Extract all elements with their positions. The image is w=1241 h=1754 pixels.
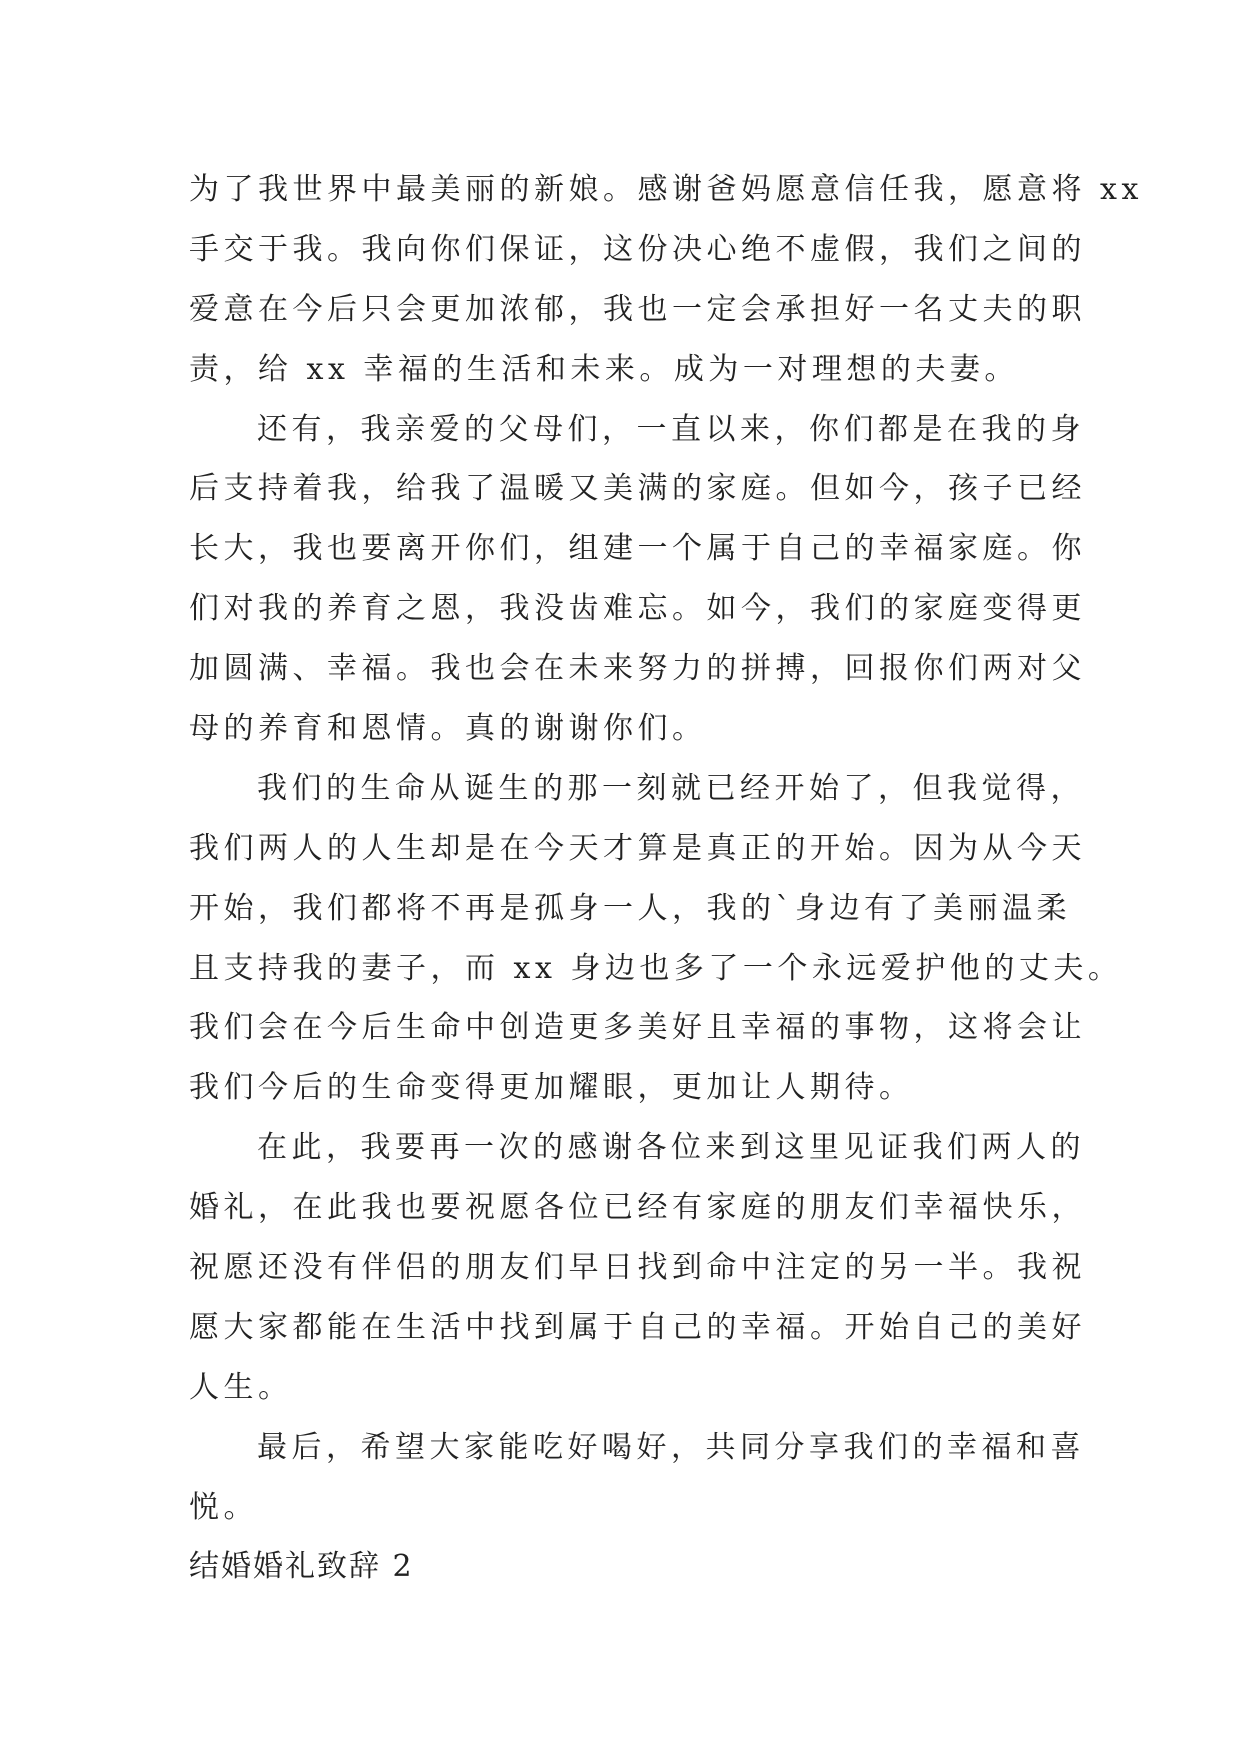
text-line: 们对我的养育之恩，我没齿难忘。如今，我们的家庭变得更 — [189, 591, 1086, 627]
text-line: 我们两人的人生却是在今天才算是真正的开始。因为从今天 — [189, 830, 1086, 866]
text-line: 且支持我的妻子，而 xx 身边也多了一个永远爱护他的丈夫。 — [189, 950, 1123, 986]
text-line: 加圆满、幸福。我也会在未来努力的拼搏，回报你们两对父 — [189, 651, 1086, 687]
section-heading: 结婚婚礼致辞 2 — [189, 1549, 414, 1585]
text-line: 婚礼，在此我也要祝愿各位已经有家庭的朋友们幸福快乐， — [189, 1190, 1086, 1226]
text-line: 为了我世界中最美丽的新娘。感谢爸妈愿意信任我，愿意将 xx — [189, 172, 1143, 207]
text-line: 母的养育和恩情。真的谢谢你们。 — [189, 711, 707, 747]
text-line: 在此，我要再一次的感谢各位来到这里见证我们两人的 — [257, 1130, 1085, 1166]
text-line: 人生。 — [189, 1369, 293, 1405]
text-line: 后支持着我，给我了温暖又美满的家庭。但如今，孩子已经 — [189, 471, 1086, 507]
document-body — [189, 160, 1143, 1597]
text-line: 手交于我。我向你们保证，这份决心绝不虚假，我们之间的 — [189, 231, 1086, 267]
text-line: 开始，我们都将不再是孤身一人，我的`身边有了美丽温柔 — [189, 890, 1071, 926]
text-line: 我们会在今后生命中创造更多美好且幸福的事物，这将会让 — [189, 1010, 1086, 1046]
text-line: 爱意在今后只会更加浓郁，我也一定会承担好一名丈夫的职 — [189, 291, 1086, 327]
text-line: 祝愿还没有伴侣的朋友们早日找到命中注定的另一半。我祝 — [189, 1250, 1086, 1286]
text-line: 我们的生命从诞生的那一刻就已经开始了，但我觉得， — [257, 770, 1085, 806]
text-line: 愿大家都能在生活中找到属于自己的幸福。开始自己的美好 — [189, 1309, 1086, 1345]
text-line: 最后，希望大家能吃好喝好，共同分享我们的幸福和喜 — [257, 1429, 1085, 1465]
text-line: 长大，我也要离开你们，组建一个属于自己的幸福家庭。你 — [189, 531, 1086, 567]
text-line: 责，给 xx 幸福的生活和未来。成为一对理想的夫妻。 — [189, 351, 1019, 387]
text-line: 我们今后的生命变得更加耀眼，更加让人期待。 — [189, 1070, 914, 1106]
text-line: 悦。 — [189, 1489, 258, 1525]
text-line: 还有，我亲爱的父母们，一直以来，你们都是在我的身 — [257, 411, 1085, 447]
